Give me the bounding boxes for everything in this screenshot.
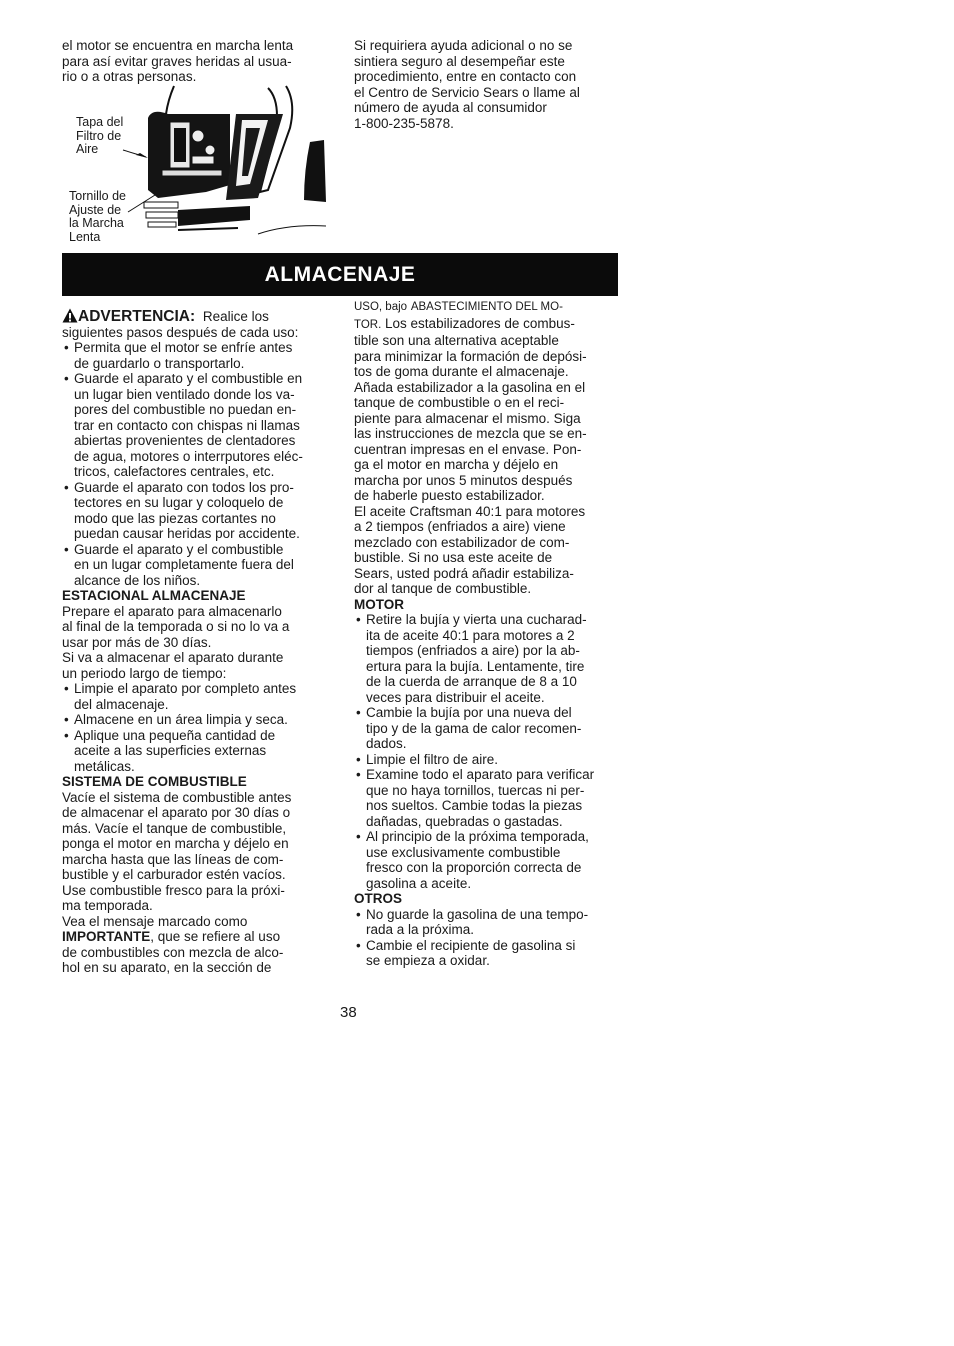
list-item: • Examine todo el aparato para verificar que no haya tornillos, tuercas ni per- nos sueltos. Cambie todas la piezas dañadas, quebradas o gastadas. — [354, 767, 626, 829]
help-line: Si requiriera ayuda adicional o no se — [354, 38, 573, 53]
intro-line: para así evitar graves heridas al usua- — [62, 53, 292, 69]
list-item: • Guarde el aparato y el combustible en un lugar bien ventilado donde los va- pores del combustible no puedan en- trar en contacto con chispas ni llamas abiertas provenientes de clentadores de agua, motores o interrputores eléc- tricos, calefactores centrales, etc. — [62, 371, 334, 480]
warning-intro: Realice los — [202, 309, 269, 324]
section-heading-otros: OTROS — [354, 891, 403, 906]
section-heading-motor: MOTOR — [354, 596, 404, 612]
section-heading-fuel: SISTEMA DE COMBUSTIBLE — [62, 774, 247, 789]
intro-text — [62, 38, 293, 85]
intro-line: el motor se encuentra en marcha lenta — [62, 38, 294, 53]
help-text — [354, 38, 580, 131]
warning-title: ADVERTENCIA: — [78, 308, 196, 325]
leader-arrow — [136, 153, 148, 158]
list-item: • Al principio de la próxima temporada, use exclusivamente combustible fresco con la proporción correcta de gasolina a aceite. — [354, 829, 626, 891]
warning-line — [62, 308, 334, 325]
important-label: IMPORTANTE — [62, 929, 151, 944]
list-item: • Cambie el recipiente de gasolina si se empieza a oxidar. — [354, 938, 626, 969]
list-item: • Guarde el aparato con todos los pro- tectores en su lugar y coloquelo de modo que las piezas cortantes no puedan causar heridas por accidente. — [62, 480, 334, 542]
help-line: sintiera seguro al desempeñar este — [354, 53, 565, 69]
list-item: • Aplique una pequeña cantidad de aceite a las superficies externas metálicas. — [62, 728, 334, 775]
list-item: • Almacene en un área limpia y seca. — [62, 712, 334, 728]
right-column: USO, bajo ABASTECIMIENTO DEL MO- TOR. Los estabilizadores de combus- tible son una alternativa aceptable para minimizar la formación de depósi- tos de goma durante el almacenaje. Añada estabilizador a la gasolina en el tanque de combustible o en el reci- piente para almacenar el mismo. Siga las instrucciones de mezcla que se en- cuentran impresas en el envase. Pon- ga el motor en marcha y déjelo en marcha por unos 5 minutos después de haberle puesto estabilizador. El aceite Craftsman 40:1 para motores a 2 tiempos (enfriados a aire) viene mezclado con estabilizador de com- bustible. Si no usa este aceite de Sears, usted podrá añadir estabiliza- dor al tanque de combustible. MOTOR • Retire la bujía y vierta una cucharad- ita de aceite 40:1 para motores a 2 tiempos (enfriados a aire) por la ab- ertura para la bujía. Lentamente, tire de la cuerda de arranque de 8 a 10 veces para distribuir el aceite. • Cambie la bujía por una nueva del tipo y de la gama de calor recomen- dados. • Limpie el filtro de aire. • Examine todo el aparato para verificar que no haya tornillos, tuercas ni per- nos sueltos. Cambie todas la piezas dañadas, quebradas o gastadas. • Al principio de la próxima temporada, use exclusivamente combustible fresco con la proporción correcta de gasolina a aceite. OTROS • No guarde la gasolina de una tempo- rada a la próxima. • Cambie el recipiente de gasolina si se empieza a oxidar. — [354, 298, 626, 969]
motor-list — [354, 612, 626, 891]
warning-intro-line2: siguientes pasos después de cada uso: — [62, 324, 299, 340]
seasonal-list — [62, 681, 334, 774]
list-item: • Guarde el aparato y el combustible en un lugar completamente fuera del alcance de los niños. — [62, 542, 334, 589]
figure-label-air-filter-cover: Tapa del Filtro de Aire — [76, 115, 124, 156]
list-item: • Limpie el filtro de aire. — [354, 752, 626, 768]
section-heading-seasonal: ESTACIONAL ALMACENAJE — [62, 588, 246, 603]
help-line: el Centro de Servicio Sears o llame al — [354, 84, 580, 100]
left-column: ADVERTENCIA: Realice los siguientes pasos después de cada uso: • Permita que el motor se enfríe antes de guardarlo o transportarlo. • Guarde el aparato y el combustible en un lugar bien ventilado donde los va- pores del combustible no puedan en- trar en contacto con chispas ni llamas abiertas provenientes de clentadores de agua, motores o interrputores eléc- tricos, calefactores centrales, etc. • Guarde el aparato con todos los pro- tectores en su lugar y coloquelo de modo que las piezas cortantes no puedan causar heridas por accidente. • Guarde el aparato y el combustible en un lugar completamente fuera del alcance de los niños. ESTACIONAL ALMACENAJE Prepare el aparato para almacenarlo al final de la temporada o si no lo va a usar por más de 30 días. Si va a almacenar el aparato durante un periodo largo de tiempo: • Limpie el aparato por completo antes del almacenaje. • Almacene en un área limpia y seca. • Aplique una pequeña cantidad de aceite a las superficies externas metálicas. SISTEMA DE COMBUSTIBLE Vacíe el sistema de combustible antes de almacenar el aparato por 30 días o más. Vacíe el tanque de combustible, ponga el motor en marcha y déjelo en marcha hasta que las líneas de com- bustible y el carburador estén vacíos. Use combustible fresco para la próxi- ma temporada. Vea el mensaje marcado como IMPORTANTE, que se refiere al uso de combustibles con mezcla de alco- hol en su aparato, en la sección de — [62, 308, 334, 976]
warning-list — [62, 340, 334, 588]
list-item: • Limpie el aparato por completo antes del almacenaje. — [62, 681, 334, 712]
section-reference: ABASTECIMIENTO DEL MO- — [410, 301, 563, 313]
intro-line: rio o a otras personas. — [62, 69, 197, 84]
engine-illustration — [118, 80, 333, 248]
help-line: procedimiento, entre en contacto con — [354, 69, 577, 84]
warning-triangle-icon — [62, 308, 78, 323]
help-phone: 1-800-235-5878. — [354, 115, 454, 131]
page-number: 38 — [340, 1004, 357, 1021]
list-item: • Permita que el motor se enfríe antes de guardarlo o transportarlo. — [62, 340, 334, 371]
list-item: • Cambie la bujía por una nueva del tipo y de la gama de calor recomen- dados. — [354, 705, 626, 752]
list-item: • Retire la bujía y vierta una cucharad- ita de aceite 40:1 para motores a 2 tiempos (enfriados a aire) por la ab- ertura para la bujía. Lentamente, tire de la cuerda de arranque de 8 a 10 veces para distribuir el aceite. — [354, 612, 626, 705]
list-item: • No guarde la gasolina de una tempo- rada a la próxima. — [354, 907, 626, 938]
otros-list — [354, 907, 626, 969]
figure-label-idle-screw: Tornillo de Ajuste de la Marcha Lenta — [69, 189, 126, 244]
section-banner: ALMACENAJE — [62, 253, 618, 296]
help-line: número de ayuda al consumidor — [354, 100, 547, 115]
